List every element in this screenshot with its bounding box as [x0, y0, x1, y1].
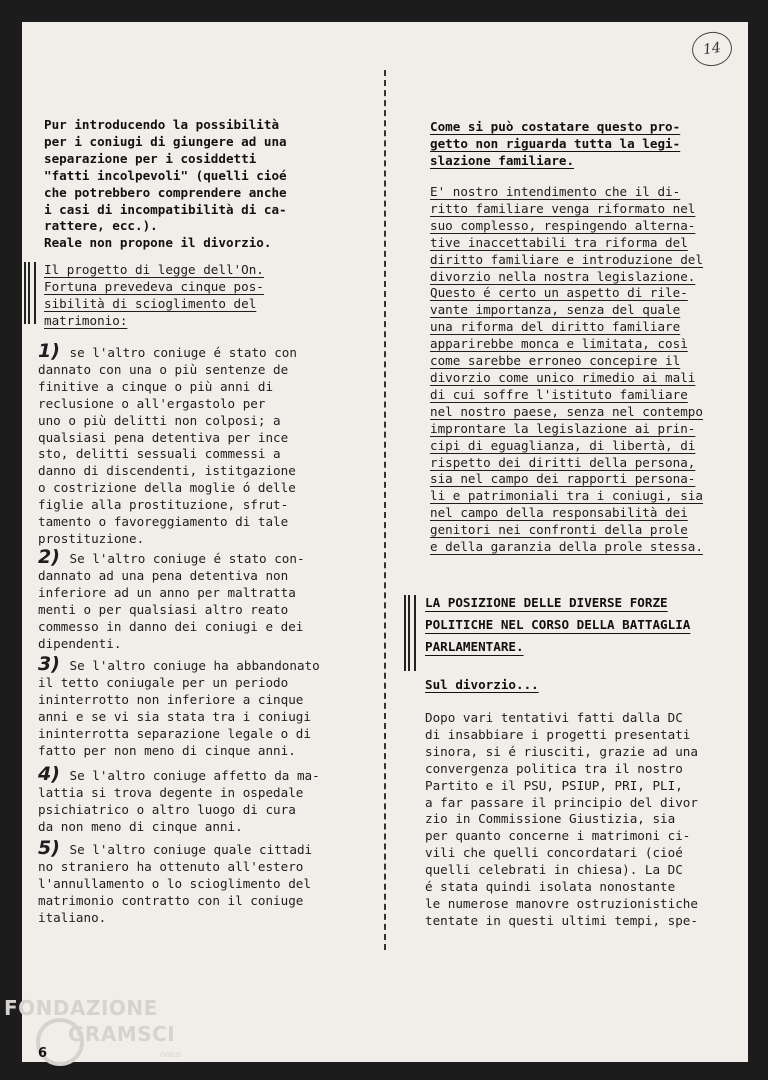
item-line: ininterrotto non inferiore a cinque: [38, 691, 304, 707]
right-p2-line: improntare la legislazione ai prin-: [430, 420, 696, 436]
item-1: [38, 340, 358, 548]
right-p2-line: come sarebbe erroneo concepire il: [430, 353, 681, 369]
intro-line: per i coniugi di giungere ad una: [44, 133, 287, 149]
right-p3-line: di insabbiare i progetti presentati: [425, 726, 691, 742]
item-line: italiano.: [38, 909, 107, 925]
item-line: figlie alla prostituzione, sfrut-: [38, 497, 289, 513]
project-line: matrimonio:: [44, 312, 128, 328]
intro-paragraph: [44, 117, 364, 252]
item-line: anni e se vi sia stata tra i coniugi: [38, 708, 311, 724]
item-number: 4): [38, 763, 60, 785]
right-p1-line: getto non riguarda tutta la legi-: [430, 135, 681, 151]
right-p3-line: é stata quindi isolata nonostante: [425, 879, 676, 895]
right-p3-line: sinora, si é riusciti, grazie ad una: [425, 743, 698, 759]
right-p1-line: Come si può costatare questo pro-: [430, 119, 681, 134]
right-p2-line: ritto familiare venga riformato nel: [430, 200, 696, 216]
item-line: dannato ad una pena detentiva non: [38, 567, 289, 583]
right-p3-line: Dopo vari tentativi fatti dalla DC: [425, 710, 683, 725]
right-p2-line: suo complesso, respingendo alterna-: [430, 217, 696, 233]
right-p2-line: di cui soffre l'istituto familiare: [430, 386, 688, 402]
right-p3-line: quelli celebrati in chiesa). La DC: [425, 862, 683, 878]
item-line: uno o più delitti non colposi; a: [38, 412, 281, 428]
intro-line: che potrebbero comprendere anche: [44, 184, 287, 200]
intro-line: separazione per i cosiddetti: [44, 150, 257, 166]
item-line: dipendenti.: [38, 635, 122, 651]
right-p2-line: vante importanza, senza del quale: [430, 302, 681, 318]
item-5: [38, 837, 358, 927]
item-number: 2): [38, 546, 60, 568]
item-line: finitive a cinque o più anni di: [38, 378, 274, 394]
item-line: [38, 546, 358, 568]
item-line: dannato con una o più sentenze de: [38, 361, 289, 377]
intro-line: rattere, ecc.).: [44, 218, 158, 234]
item-line: da non meno di cinque anni.: [38, 818, 243, 834]
margin-marks: [24, 262, 36, 324]
item-line: lattia si trova degente in ospedale: [38, 784, 304, 800]
watermark-line2: GRAMSCI: [68, 1022, 176, 1046]
right-p2-line: una riforma del diritto familiare: [430, 319, 681, 335]
item-line: reclusione o all'ergastolo per: [38, 395, 266, 411]
watermark-onlus: onlus: [160, 1050, 182, 1059]
item-line: no straniero ha ottenuto all'estero: [38, 858, 304, 874]
right-p3-line: convergenza politica tra il nostro: [425, 760, 683, 776]
project-line: sibilità di scioglimento del: [44, 295, 257, 311]
right-p2-line: nel nostro paese, senza nel contempo: [430, 403, 703, 419]
item-line: menti o per qualsiasi altro reato: [38, 601, 289, 617]
item-number: 1): [38, 340, 60, 362]
item-number: 5): [38, 837, 60, 859]
intro-line: "fatti incolpevoli" (quelli cioé: [44, 167, 287, 183]
right-p1-line: slazione familiare.: [430, 152, 575, 168]
right-p2-line: tive inaccettabili tra riforma del: [430, 234, 688, 250]
right-p2-line: sia nel campo dei rapporti persona-: [430, 471, 696, 487]
item-text: Se l'altro coniuge quale cittadi: [61, 842, 313, 857]
right-p3-line: le numerose manovre ostruzionistiche: [425, 895, 698, 911]
item-line: fatto per non meno di cinque anni.: [38, 742, 296, 758]
right-p3-line: vili che quelli concordatari (cioé: [425, 845, 683, 861]
right-p2-line: E' nostro intendimento che il di-: [430, 184, 681, 199]
item-line: l'annullamento o lo scioglimento del: [38, 875, 311, 891]
item-line: [38, 763, 358, 785]
heading-line: PARLAMENTARE.: [425, 639, 524, 654]
item-line: prostituzione.: [38, 530, 145, 546]
right-p3-line: a far passare il principio del divor: [425, 794, 698, 810]
intro-line: Pur introducendo la possibilità: [44, 117, 280, 132]
item-line: [38, 837, 358, 859]
intro-line: Reale non propone il divorzio.: [44, 235, 272, 251]
item-line: o costrizione della moglie ó delle: [38, 480, 296, 496]
heading-margin-marks: [404, 595, 416, 671]
right-p3-line: per quanto concerne i matrimoni ci-: [425, 828, 691, 844]
item-line: inferiore ad un anno per maltratta: [38, 584, 296, 600]
right-p3-line: tentate in questi ultimi tempi, spe-: [425, 912, 698, 928]
section-heading: [425, 592, 745, 658]
heading-line: LA POSIZIONE DELLE DIVERSE FORZE: [425, 595, 668, 610]
right-p2-line: genitori nei confronti della prole: [430, 522, 688, 538]
right-p2-line: rispetto dei diritti della persona,: [430, 454, 696, 470]
heading-line: POLITICHE NEL CORSO DELLA BATTAGLIA: [425, 617, 691, 632]
watermark-logo: [2, 996, 202, 1072]
item-line: sto, delitti sessuali commessi a: [38, 446, 281, 462]
right-p2-line: diritto familiare e introduzione del: [430, 251, 703, 267]
page-number: 6: [38, 1046, 48, 1061]
item-number: 3): [38, 653, 60, 675]
item-line: ininterrotta separazione legale o di: [38, 725, 311, 741]
right-p2-line: divorzio come unico rimedio ai mali: [430, 369, 696, 385]
item-line: [38, 653, 358, 675]
item-line: qualsiasi pena detentiva per ince: [38, 429, 289, 445]
item-text: Se l'altro coniuge affetto da ma-: [61, 768, 320, 783]
item-3: [38, 653, 358, 759]
item-4: [38, 763, 358, 836]
right-p2-line: Questo é certo un aspetto di rile-: [430, 285, 688, 301]
right-p3-line: zio in Commissione Giustizia, sia: [425, 811, 676, 827]
item-text: se l'altro coniuge é stato con: [61, 345, 297, 360]
project-line: Il progetto di legge dell'On.: [44, 262, 264, 277]
right-paragraph-3: [425, 710, 745, 930]
page-stamp: 14: [690, 29, 734, 68]
column-divider: [384, 70, 386, 950]
item-line: danno di discendenti, istitgazione: [38, 463, 296, 479]
subheading: Sul divorzio...: [425, 677, 539, 692]
item-line: matrimonio contratto con il coniuge: [38, 892, 304, 908]
right-p2-line: cipi di eguaglianza, di libertà, di: [430, 437, 696, 453]
right-paragraph-2: [430, 184, 750, 556]
watermark-line1: FONDAZIONE: [4, 996, 158, 1020]
item-line: il tetto coniugale per un periodo: [38, 674, 289, 690]
project-line: Fortuna prevedeva cinque pos-: [44, 278, 264, 294]
right-p2-line: apparirebbe monca e limitata, così: [430, 336, 688, 352]
item-text: Se l'altro coniuge ha abbandonato: [61, 658, 320, 673]
item-line: commesso in danno dei coniugi e dei: [38, 618, 304, 634]
item-line: [38, 340, 358, 362]
right-p2-line: nel campo della responsabilità dei: [430, 505, 688, 521]
right-p2-line: e della garanzia della prole stessa.: [430, 539, 703, 555]
right-paragraph-1: [430, 119, 750, 170]
intro-line: i casi di incompatibilità di ca-: [44, 201, 287, 217]
right-p2-line: li e patrimoniali tra i coniugi, sia: [430, 488, 703, 504]
item-text: Se l'altro coniuge é stato con-: [61, 551, 305, 566]
item-line: tamento o favoreggiamento di tale: [38, 514, 289, 530]
item-line: psichiatrico o altro luogo di cura: [38, 801, 296, 817]
project-paragraph: [44, 262, 364, 330]
item-2: [38, 546, 358, 652]
right-p2-line: divorzio nella nostra legislazione.: [430, 268, 696, 284]
right-p3-line: Partito e il PSU, PSIUP, PRI, PLI,: [425, 777, 683, 793]
